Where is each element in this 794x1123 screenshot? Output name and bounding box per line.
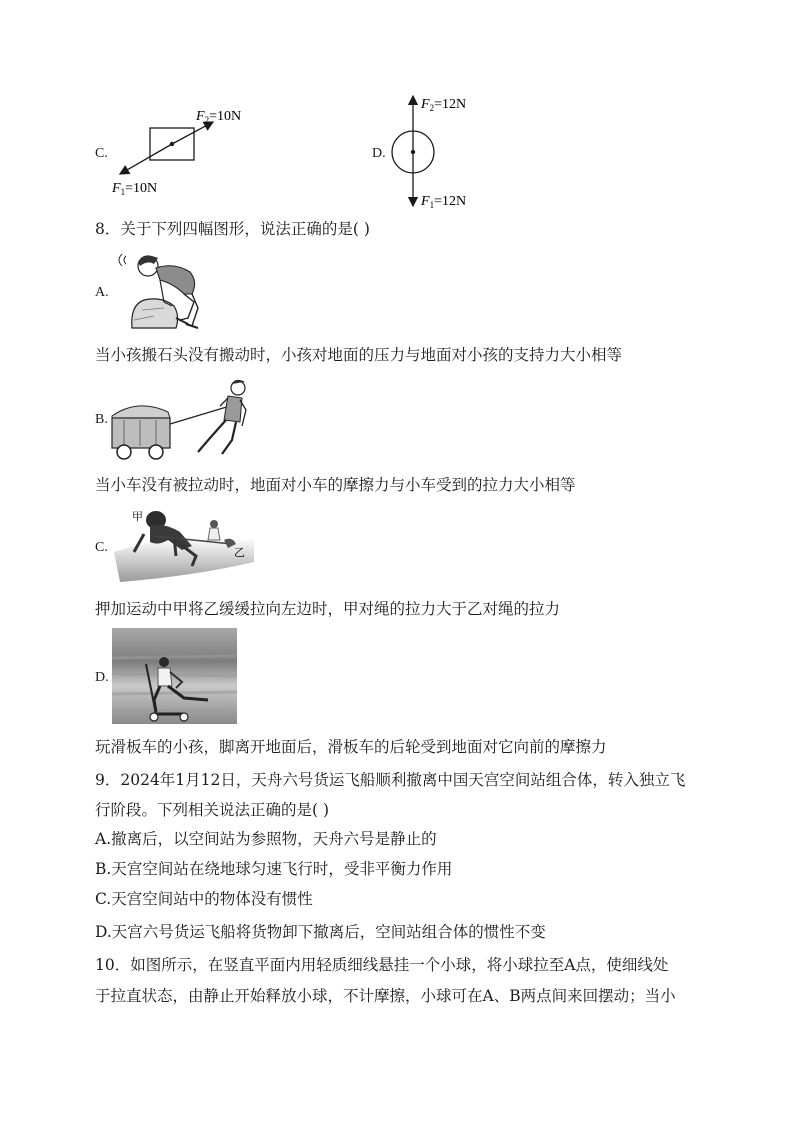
scooter-boy-image — [112, 628, 237, 724]
boy-pulling-cart-image — [110, 376, 255, 464]
force-diagram-d — [385, 90, 515, 215]
q9-stem-line2: 行阶段。下列相关说法正确的是( ) — [95, 801, 330, 819]
q9-option-c: C.天宫空间站中的物体没有惯性 — [95, 890, 313, 908]
stone — [132, 299, 178, 328]
q10-stem-line1: 10．如图所示，在竖直平面内用轻质细线悬挂一个小球，将小球拉至A点，使细线处 — [95, 956, 669, 974]
f1-label-c: $F_1=10N$ — [112, 181, 158, 197]
q8-option-c-text: 押加运动中甲将乙缓缓拉向左边时，甲对绳的拉力大于乙对绳的拉力 — [95, 600, 561, 618]
pull-rope — [170, 406, 230, 424]
q9-option-a: A.撤离后，以空间站为参照物，天舟六号是静止的 — [95, 830, 437, 848]
f2-label-d: $F_2=12N$ — [421, 97, 467, 113]
q8-option-d-letter: D. — [95, 670, 109, 685]
force-f1-arrow — [120, 144, 172, 174]
tug-contest-image — [114, 506, 254, 582]
option-d-letter: D. — [372, 146, 386, 161]
f1-label-d: $F_1=12N$ — [421, 194, 467, 210]
q9-stem-line1: 9．2024年1月12日，天舟六号货运飞船顺利撤离中国天宫空间站组合体，转入独立飞 — [95, 771, 686, 789]
force-diagram-c — [110, 100, 270, 200]
f2-label-c: $F_2=10N$ — [196, 109, 242, 125]
option-c-letter: C. — [95, 146, 108, 161]
q8-option-b-text: 当小车没有被拉动时，地面对小车的摩擦力与小车受到的拉力大小相等 — [95, 476, 576, 494]
q8-option-a-letter: A. — [95, 285, 109, 300]
q8-option-b-letter: B. — [95, 412, 108, 427]
q9-option-d: D.天宫六号货运飞船将货物卸下撤离后，空间站组合体的惯性不变 — [95, 923, 546, 941]
q9-option-b: B.天宫空间站在绕地球匀速飞行时，受非平衡力作用 — [95, 860, 453, 878]
q10-stem-line2: 于拉直状态，由静止开始释放小球，不计摩擦，小球可在A、B两点间来回摆动；当小 — [95, 987, 676, 1005]
label-yi: 乙 — [234, 547, 245, 559]
child-lifting-stone-image — [114, 250, 204, 330]
label-jia: 甲 — [132, 511, 143, 523]
q8-option-d-text: 玩滑板车的小孩，脚离开地面后，滑板车的后轮受到地面对它向前的摩擦力 — [95, 738, 607, 756]
force-f2-arrow — [172, 122, 213, 144]
q8-option-a-text: 当小孩搬石头没有搬动时，小孩对地面的压力与地面对小孩的支持力大小相等 — [95, 346, 623, 364]
q8-stem: 8．关于下列四幅图形，说法正确的是( ) — [95, 220, 370, 238]
cart-body — [112, 418, 170, 448]
q8-option-c-letter: C. — [95, 540, 108, 555]
